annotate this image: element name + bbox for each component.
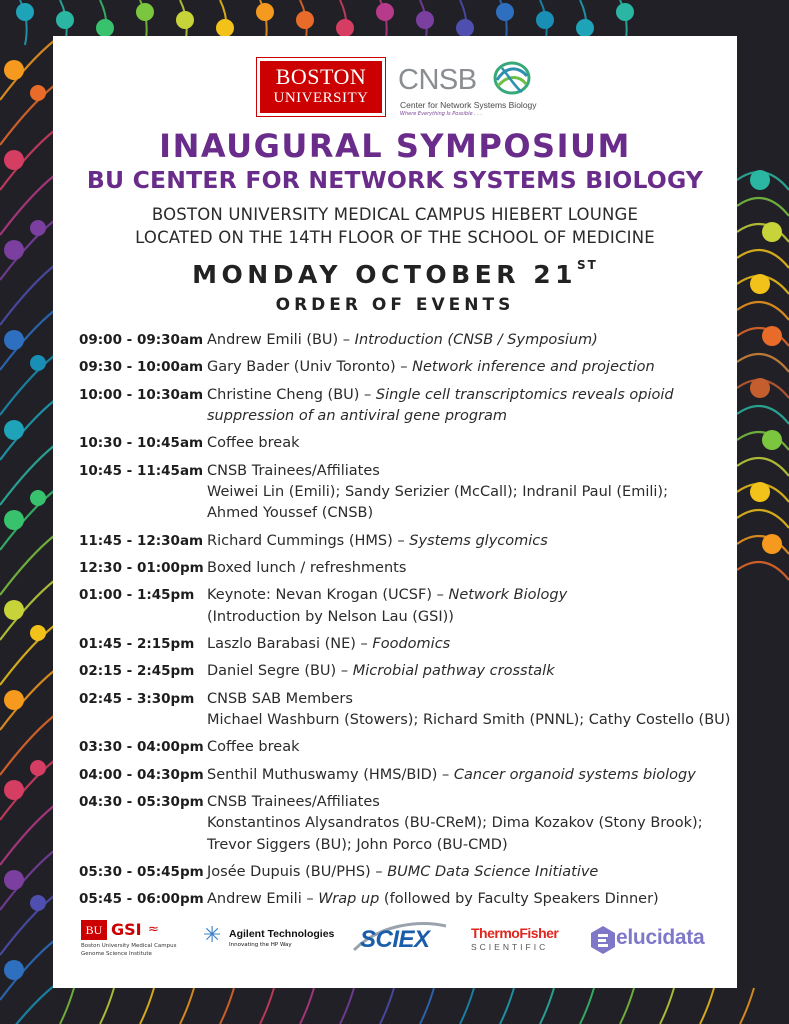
talk-title: Foodomics — [372, 635, 451, 652]
schedule-description — [207, 330, 729, 351]
speaker-text: Senthil Muthuswamy (HMS/BID) – — [207, 766, 454, 783]
venue-line-2: LOCATED ON THE 14TH FLOOR OF THE SCHOOL OF MEDICINE — [135, 228, 655, 247]
schedule-time: 05:30 - 05:45pm — [79, 863, 204, 880]
schedule-row — [79, 585, 729, 627]
schedule-time: 10:45 - 11:45am — [79, 462, 204, 479]
schedule-time: 04:30 - 05:30pm — [79, 794, 204, 811]
schedule-description-line — [207, 835, 729, 856]
schedule-description — [207, 558, 729, 579]
network-node — [30, 355, 46, 371]
talk-title: suppression of an antiviral gene program — [207, 407, 508, 424]
network-node — [536, 11, 554, 29]
network-node — [96, 19, 114, 37]
schedule-row — [79, 765, 729, 786]
network-node — [576, 19, 594, 37]
speaker-text: Andrew Emili – — [207, 891, 319, 908]
network-node — [416, 11, 434, 29]
network-node — [4, 60, 24, 80]
network-node — [750, 482, 770, 502]
schedule-description-line — [207, 889, 729, 910]
speaker-text: (followed by Faculty Speakers Dinner) — [379, 891, 659, 908]
thermofisher-name: ThermoFisher — [471, 925, 559, 941]
speaker-text: Trevor Siggers (BU); John Porco (BU-CMD) — [207, 836, 508, 853]
dna-icon: ≈ — [148, 922, 159, 937]
schedule-description — [207, 385, 729, 427]
speaker-text: Michael Washburn (Stowers); Richard Smith (PNNL); Cathy Costello (BU) — [207, 711, 731, 728]
network-node — [456, 19, 474, 37]
network-node — [30, 625, 46, 641]
schedule-description-line — [207, 737, 729, 758]
network-strand — [740, 988, 754, 1024]
network-node — [16, 3, 34, 21]
sciex-name: SCIEX — [360, 926, 430, 953]
elucidata-name: elucidata — [616, 926, 705, 949]
network-node — [762, 534, 782, 554]
schedule-time: 04:00 - 04:30pm — [79, 766, 204, 783]
schedule-description-line — [207, 661, 729, 682]
schedule-list — [79, 330, 729, 917]
schedule-time: 11:45 - 12:30am — [79, 532, 204, 549]
schedule-description — [207, 634, 729, 655]
cnsb-logo-word: CNSB — [398, 64, 477, 96]
network-strand — [220, 988, 234, 1024]
schedule-row — [79, 558, 729, 579]
schedule-time: 09:30 - 10:00am — [79, 359, 204, 376]
schedule-row — [79, 433, 729, 454]
speaker-text: (Introduction by Nelson Lau (GSI)) — [207, 608, 454, 625]
schedule-time: 10:30 - 10:45am — [79, 435, 204, 452]
network-strand — [460, 988, 474, 1024]
gsi-line1: Boston University Medical Campus — [81, 943, 177, 949]
network-strand — [420, 988, 434, 1024]
network-node — [30, 895, 46, 911]
network-node — [336, 19, 354, 37]
schedule-description — [207, 585, 729, 627]
network-node — [4, 780, 24, 800]
speaker-text: Daniel Segre (BU) – — [207, 663, 353, 680]
talk-title: Microbial pathway crosstalk — [352, 663, 555, 680]
speaker-text: Coffee break — [207, 739, 300, 756]
schedule-row — [79, 862, 729, 883]
network-strand — [500, 988, 514, 1024]
schedule-row — [79, 385, 729, 427]
network-strand — [737, 354, 789, 372]
network-node — [176, 11, 194, 29]
network-node — [4, 960, 24, 980]
network-node — [296, 11, 314, 29]
schedule-description — [207, 889, 729, 910]
speaker-text: Laszlo Barabasi (NE) – — [207, 635, 373, 652]
network-node — [30, 760, 46, 776]
sponsor-logos — [53, 920, 737, 964]
talk-title: Wrap up — [318, 891, 380, 908]
schedule-time: 01:00 - 1:45pm — [79, 587, 195, 604]
speaker-text: Boxed lunch / refreshments — [207, 559, 407, 576]
network-node — [4, 150, 24, 170]
agilent-name: Agilent Technologies — [229, 928, 335, 940]
network-node — [30, 85, 46, 101]
network-node — [4, 690, 24, 710]
network-node — [56, 11, 74, 29]
schedule-description — [207, 461, 729, 525]
header-logos — [53, 58, 737, 118]
schedule-row — [79, 357, 729, 378]
network-node — [136, 3, 154, 21]
gsi-logo — [81, 920, 191, 962]
bu-logo-line2: UNIVERSITY — [273, 90, 369, 106]
network-node — [750, 378, 770, 398]
schedule-time: 12:30 - 01:00pm — [79, 559, 204, 576]
schedule-row — [79, 461, 729, 525]
cnsb-logo — [398, 58, 548, 116]
schedule-description-line — [207, 461, 729, 482]
cnsb-logo-tagline: Where Everything Is Possible . . . — [400, 111, 483, 117]
talk-title: Network Biology — [448, 587, 568, 604]
network-strand — [380, 988, 394, 1024]
schedule-description — [207, 792, 729, 856]
bu-logo-line1: BOSTON — [275, 64, 367, 89]
schedule-description — [207, 862, 729, 883]
thermofisher-logo — [471, 925, 581, 959]
schedule-time: 05:45 - 06:00pm — [79, 891, 204, 908]
schedule-description — [207, 357, 729, 378]
network-node — [216, 19, 234, 37]
schedule-row — [79, 634, 729, 655]
schedule-time: 09:00 - 09:30am — [79, 332, 204, 348]
network-strand — [737, 458, 789, 476]
speaker-text: Weiwei Lin (Emili); Sandy Serizier (McCall); Indranil Paul (Emili); — [207, 483, 668, 500]
network-strand — [260, 988, 274, 1024]
schedule-row — [79, 330, 729, 351]
cnsb-globe-icon — [492, 58, 532, 98]
talk-title: Network inference and projection — [412, 359, 655, 376]
speaker-text: Coffee break — [207, 435, 300, 452]
event-date — [53, 260, 737, 289]
event-subtitle: BU CENTER FOR NETWORK SYSTEMS BIOLOGY — [86, 166, 704, 194]
speaker-text: Christine Cheng (BU) – — [207, 386, 376, 403]
network-node — [4, 600, 24, 620]
schedule-description — [207, 661, 729, 682]
network-node — [256, 3, 274, 21]
talk-title: Cancer organoid systems biology — [453, 766, 696, 783]
network-node — [4, 510, 24, 530]
network-strand — [100, 988, 114, 1024]
network-node — [4, 240, 24, 260]
speaker-text: CNSB SAB Members — [207, 690, 353, 707]
schedule-description-line — [207, 689, 730, 710]
event-date-text: MONDAY OCTOBER 21 — [192, 260, 578, 289]
schedule-description — [207, 765, 729, 786]
elucidata-hexagon-icon — [590, 925, 616, 955]
speaker-text: Andrew Emili (BU) – — [207, 332, 355, 348]
network-node — [376, 3, 394, 21]
schedule-description-line — [207, 330, 729, 351]
talk-title: Systems glycomics — [409, 532, 548, 549]
schedule-description — [207, 737, 729, 758]
speaker-text: CNSB Trainees/Affiliates — [207, 794, 380, 811]
schedule-description-line — [207, 634, 729, 655]
network-strand — [737, 198, 789, 216]
network-strand — [60, 988, 74, 1024]
sciex-logo — [350, 920, 450, 960]
thermofisher-sub: SCIENTIFIC — [471, 942, 549, 952]
schedule-time: 10:00 - 10:30am — [79, 386, 204, 403]
schedule-description-line — [207, 607, 729, 628]
network-strand — [300, 988, 314, 1024]
schedule-time: 02:45 - 3:30pm — [79, 690, 195, 707]
event-date-suffix: ST — [577, 258, 598, 272]
boston-university-logo — [257, 58, 385, 116]
schedule-row — [79, 661, 729, 682]
talk-title: Introduction (CNSB / Symposium) — [354, 332, 598, 348]
event-title: INAUGURAL SYMPOSIUM — [159, 127, 631, 165]
network-strand — [140, 988, 154, 1024]
network-strand — [700, 988, 714, 1024]
schedule-description-line — [207, 406, 729, 427]
schedule-description-line — [207, 531, 729, 552]
schedule-description-line — [207, 862, 729, 883]
schedule-row — [79, 889, 729, 910]
speaker-text: CNSB Trainees/Affiliates — [207, 462, 380, 479]
network-node — [750, 170, 770, 190]
network-strand — [540, 988, 554, 1024]
schedule-description-line — [207, 813, 729, 834]
network-strand — [620, 988, 634, 1024]
schedule-time: 02:15 - 2:45pm — [79, 663, 195, 680]
network-node — [616, 3, 634, 21]
agilent-spark-icon: ✳ — [203, 923, 222, 948]
gsi-bu-mark: BU — [81, 920, 107, 940]
network-strand — [580, 988, 594, 1024]
network-strand — [737, 250, 789, 268]
speaker-text: Richard Cummings (HMS) – — [207, 532, 410, 549]
schedule-description-line — [207, 385, 729, 406]
network-node — [4, 330, 24, 350]
schedule-row — [79, 792, 729, 856]
schedule-row — [79, 531, 729, 552]
elucidata-logo — [590, 920, 720, 960]
speaker-text: Josée Dupuis (BU/PHS) – — [207, 863, 388, 880]
network-strand — [737, 562, 789, 580]
schedule-time: 03:30 - 04:00pm — [79, 739, 204, 756]
network-strand — [340, 988, 354, 1024]
schedule-description-line — [207, 482, 729, 503]
schedule-time: 01:45 - 2:15pm — [79, 635, 195, 652]
flyer-card — [53, 36, 737, 988]
network-node — [762, 222, 782, 242]
schedule-description — [207, 689, 730, 731]
speaker-text: Gary Bader (Univ Toronto) – — [207, 359, 413, 376]
network-strand — [660, 988, 674, 1024]
network-node — [762, 326, 782, 346]
gsi-line2: Genome Science Institute — [81, 951, 152, 957]
cnsb-logo-subtitle: Center for Network Systems Biology — [400, 100, 537, 110]
network-node — [496, 3, 514, 21]
network-node — [4, 870, 24, 890]
agilent-tagline: Innovating the HP Way — [229, 942, 292, 948]
schedule-description-line — [207, 585, 729, 606]
network-strand — [737, 302, 789, 320]
network-strand — [180, 988, 194, 1024]
schedule-description-line — [207, 710, 730, 731]
schedule-description-line — [207, 503, 729, 524]
speaker-text: Konstantinos Alysandratos (BU-CReM); Dima Kozakov (Stony Brook); — [207, 815, 703, 832]
speaker-text: Ahmed Youssef (CNSB) — [207, 505, 374, 522]
schedule-row — [79, 689, 729, 731]
network-node — [30, 490, 46, 506]
schedule-description-line — [207, 433, 729, 454]
network-node — [30, 220, 46, 236]
order-heading: ORDER OF EVENTS — [275, 295, 515, 315]
network-strand — [737, 510, 789, 528]
talk-title: BUMC Data Science Initiative — [387, 863, 599, 880]
venue-line-1: BOSTON UNIVERSITY MEDICAL CAMPUS HIEBERT LOUNGE — [151, 205, 639, 224]
schedule-row — [79, 737, 729, 758]
talk-title: Single cell transcriptomics reveals opioid — [375, 386, 674, 403]
network-strand — [737, 406, 789, 424]
network-node — [750, 274, 770, 294]
network-node — [4, 420, 24, 440]
schedule-description-line — [207, 357, 729, 378]
schedule-description-line — [207, 765, 729, 786]
schedule-description — [207, 531, 729, 552]
network-node — [762, 430, 782, 450]
schedule-description-line — [207, 558, 729, 579]
schedule-description-line — [207, 792, 729, 813]
speaker-text: Keynote: Nevan Krogan (UCSF) – — [207, 587, 449, 604]
gsi-name: GSI — [111, 920, 142, 939]
schedule-description — [207, 433, 729, 454]
agilent-logo — [203, 924, 338, 960]
